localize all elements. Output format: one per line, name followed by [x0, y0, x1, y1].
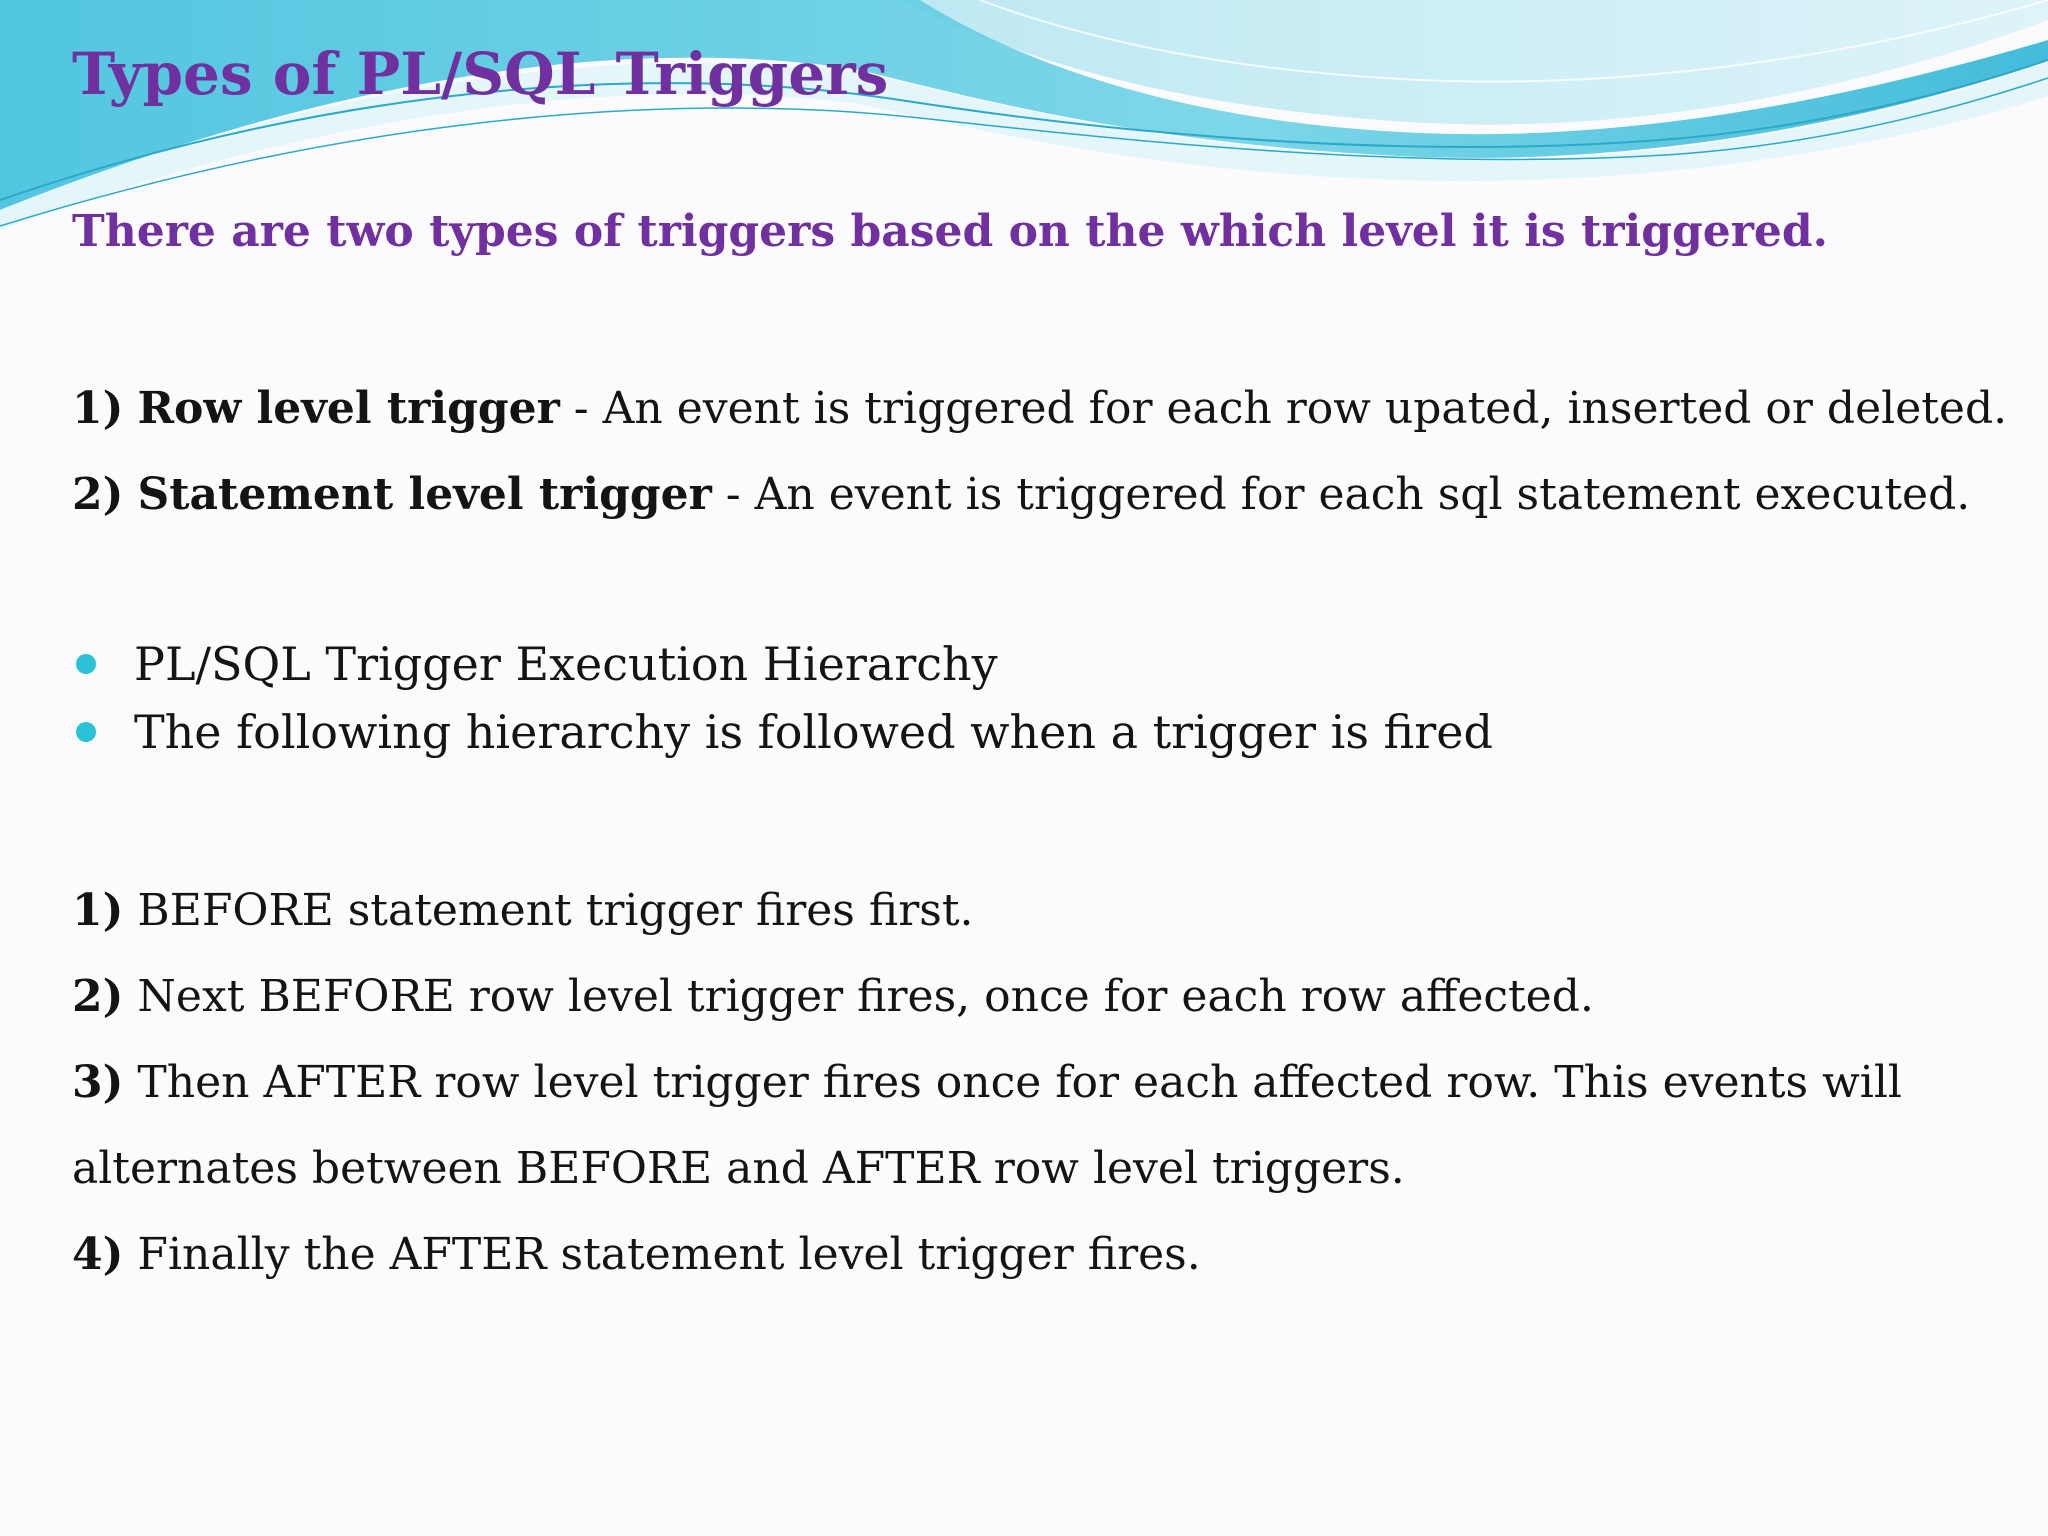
hierarchy-text: Next BEFORE row level trigger fires, once for each row affected.: [123, 971, 1594, 1022]
item-number: 2): [72, 469, 124, 520]
slide-title: Types of PL/SQL Triggers: [72, 40, 889, 108]
trigger-type-item: [72, 452, 2007, 538]
trigger-types-list: [72, 366, 2007, 538]
hierarchy-text: Finally the AFTER statement level trigger fires.: [123, 1229, 1201, 1280]
hierarchy-item: [72, 954, 1902, 1040]
bullet-text: The following hierarchy is followed when a trigger is fired: [134, 705, 1493, 759]
hierarchy-text: Then AFTER row level trigger fires once for each affected row. This events will: [123, 1057, 1902, 1108]
trigger-type-term: Statement level trigger: [137, 469, 712, 520]
item-number: 1): [72, 383, 124, 434]
trigger-type-description: - An event is triggered for each row upated, inserted or deleted.: [559, 383, 2008, 434]
hierarchy-text: alternates between BEFORE and AFTER row level triggers.: [72, 1143, 1405, 1194]
bullet-item: [72, 698, 1493, 766]
hierarchy-item: [72, 1212, 1902, 1298]
hierarchy-item-continuation: [72, 1126, 1902, 1212]
trigger-type-term: Row level trigger: [137, 383, 560, 434]
bullet-dot-icon: [76, 722, 96, 742]
bullet-dot-icon: [76, 654, 96, 674]
trigger-type-description: - An event is triggered for each sql statement executed.: [711, 469, 1971, 520]
bullet-item: [72, 630, 1493, 698]
hierarchy-item: [72, 868, 1902, 954]
item-number: 2): [72, 971, 124, 1022]
trigger-type-item: [72, 366, 2007, 452]
item-number: 1): [72, 885, 124, 936]
slide-subtitle: There are two types of triggers based on the which level it is triggered.: [72, 206, 1829, 257]
item-number: 3): [72, 1057, 124, 1108]
bullet-text: PL/SQL Trigger Execution Hierarchy: [134, 637, 998, 691]
item-number: 4): [72, 1229, 124, 1280]
execution-hierarchy-list: [72, 868, 1902, 1298]
bullet-list: [72, 630, 1493, 766]
hierarchy-text: BEFORE statement trigger fires first.: [123, 885, 974, 936]
hierarchy-item: [72, 1040, 1902, 1126]
